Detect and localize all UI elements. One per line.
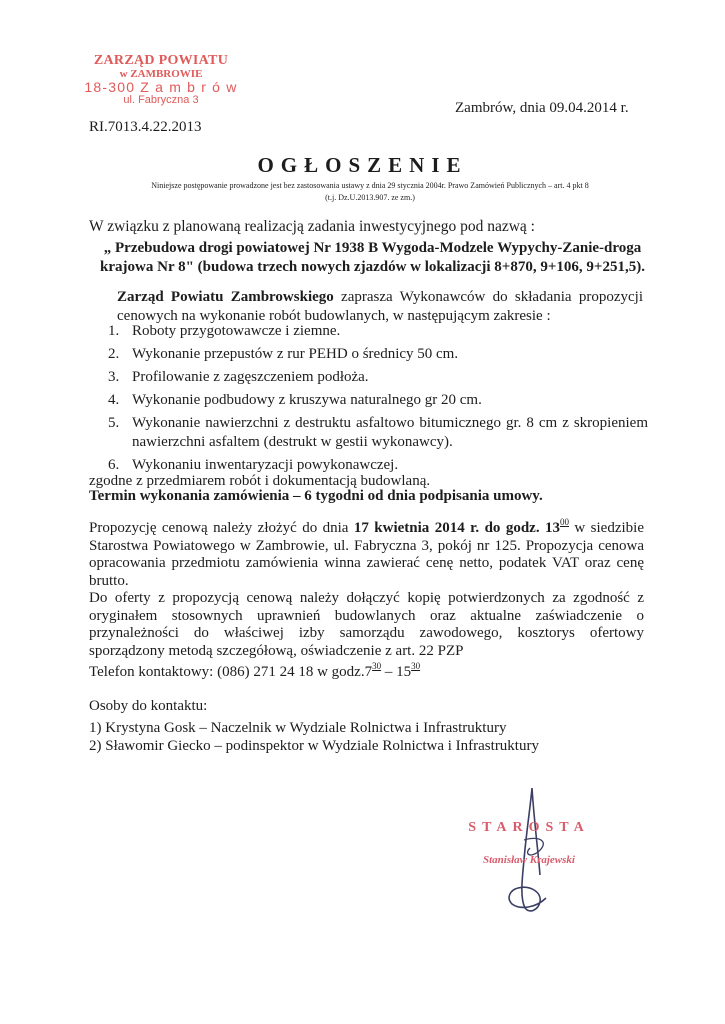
phone-hour-start-minutes: 30 <box>372 661 382 671</box>
list-item <box>108 345 648 364</box>
phone-hour-end: – 15 <box>381 664 412 680</box>
offer-text: Propozycję cenową należy złożyć do dnia <box>89 520 354 536</box>
contacts-section <box>89 697 539 755</box>
signature-title: STAROSTA <box>468 820 590 835</box>
scope-list <box>108 322 648 479</box>
list-item <box>108 322 648 341</box>
list-item-text: Roboty przygotowawcze i ziemne. <box>132 323 341 339</box>
list-item: 1) Krystyna Gosk – Naczelnik w Wydziale Rolnictwa i Infrastruktury <box>89 720 507 736</box>
reference-number: RI.7013.4.22.2013 <box>89 119 202 135</box>
list-item-text: Wykonanie podbudowy z kruszywa naturalnego gr 20 cm. <box>132 392 482 408</box>
list-item-text: Profilowanie z zagęszczeniem podłoża. <box>132 369 369 385</box>
signature-name: Stanisław Krajewski <box>482 854 575 866</box>
invitation-paragraph <box>117 288 643 326</box>
offer-deadline-minutes: 00 <box>560 517 570 527</box>
intro-text: W związku z planowaną realizacją zadania inwestycyjnego pod nazwą : <box>89 218 535 235</box>
legal-note-line-2: (t.j. Dz.U.2013.907. ze zm.) <box>325 193 415 202</box>
offer-paragraph-1 <box>89 517 644 590</box>
signature-stamp <box>454 820 604 866</box>
phone-text: Telefon kontaktowy: (086) 271 24 18 w godz.7 <box>89 664 373 680</box>
list-item-number: 1. <box>108 323 120 339</box>
list-item <box>108 391 648 410</box>
list-item-number: 5. <box>108 415 120 431</box>
list-item <box>108 414 648 452</box>
legal-note-line-1: Niniejsze postępowanie prowadzone jest bez zastosowania ustawy z dnia 29 stycznia 2004r. Prawo Zamówień Publicznych – art. 4 pkt 8 <box>151 181 589 190</box>
project-name <box>90 239 655 277</box>
office-stamp <box>76 54 246 106</box>
phone-contact <box>89 661 421 681</box>
invitation-text: zaprasza Wykonawców do składania propozycji cenowych na wykonanie robót budowlanych, w następującym zakresie : <box>117 289 643 324</box>
project-name-line-1: „ Przebudowa drogi powiatowej Nr 1938 B Wygoda-Modzele Wypychy-Zanie-droga <box>103 240 642 256</box>
list-item-number: 2. <box>108 346 120 362</box>
list-item: 2) Sławomir Giecko – podinspektor w Wydziale Rolnictwa i Infrastruktury <box>89 738 539 754</box>
list-item-text: Wykonanie nawierzchni z destruktu asfaltowo bitumicznego gr. 8 cm z skropieniem nawierzchni asfaltem (destrukt w gestii wykonawcy). <box>132 415 648 450</box>
list-item-number: 6. <box>108 457 120 473</box>
phone-hour-end-minutes: 30 <box>411 661 421 671</box>
legal-note <box>85 180 655 204</box>
stamp-line-3: 18-300 Z a m b r ó w <box>84 79 238 96</box>
project-name-line-2: krajowa Nr 8" (budowa trzech nowych zjazdów w lokalizacji 8+870, 9+106, 9+251,5). <box>100 259 645 275</box>
deadline-note: Termin wykonania zamówienia – 6 tygodni od dnia podpisania umowy. <box>89 488 543 504</box>
stamp-line-2: w ZAMBROWIE <box>119 67 203 80</box>
stamp-line-4: ul. Fabryczna 3 <box>123 93 199 106</box>
contacts-heading: Osoby do kontaktu: <box>89 698 208 714</box>
list-item <box>108 368 648 387</box>
offer-section <box>89 517 644 660</box>
list-item-text: Wykonanie przepustów z rur PEHD o średnicy 50 cm. <box>132 346 459 362</box>
place-date: Zambrów, dnia 09.04.2014 r. <box>455 100 629 116</box>
list-item-number: 4. <box>108 392 120 408</box>
document-title: OGŁOSZENIE <box>257 153 468 177</box>
stamp-line-1: ZARZĄD POWIATU <box>93 53 229 68</box>
list-item-number: 3. <box>108 369 120 385</box>
offer-deadline: 17 kwietnia 2014 r. do godz. 13 <box>353 520 561 536</box>
offer-paragraph-2: Do oferty z propozycją cenową należy dołączyć kopię potwierdzonych za zgodność z oryginałem stosownych uprawnień budowlanych oraz aktualne zaświadczenie o przynależności do właściwej izby samorządu zawodowego, kosztorys ofertowy sporządzony metodą szczegółową, oświadczenie z art. 22 PZP <box>89 590 644 659</box>
invitation-organizer: Zarząd Powiatu Zambrowskiego <box>117 289 334 305</box>
conformity-note: zgodne z przedmiarem robót i dokumentacją budowlaną. <box>89 473 431 489</box>
list-item-text: Wykonaniu inwentaryzacji powykonawczej. <box>132 457 399 473</box>
offer-text-continued: w siedzibie Starostwa Powiatowego w Zambrowie, ul. Fabryczna 3, pokój nr 125. Propozycja cenowa opracowania przedmiotu zamówienia winna zawierać cenę netto, podatek VAT oraz cenę brutto. <box>89 520 644 589</box>
